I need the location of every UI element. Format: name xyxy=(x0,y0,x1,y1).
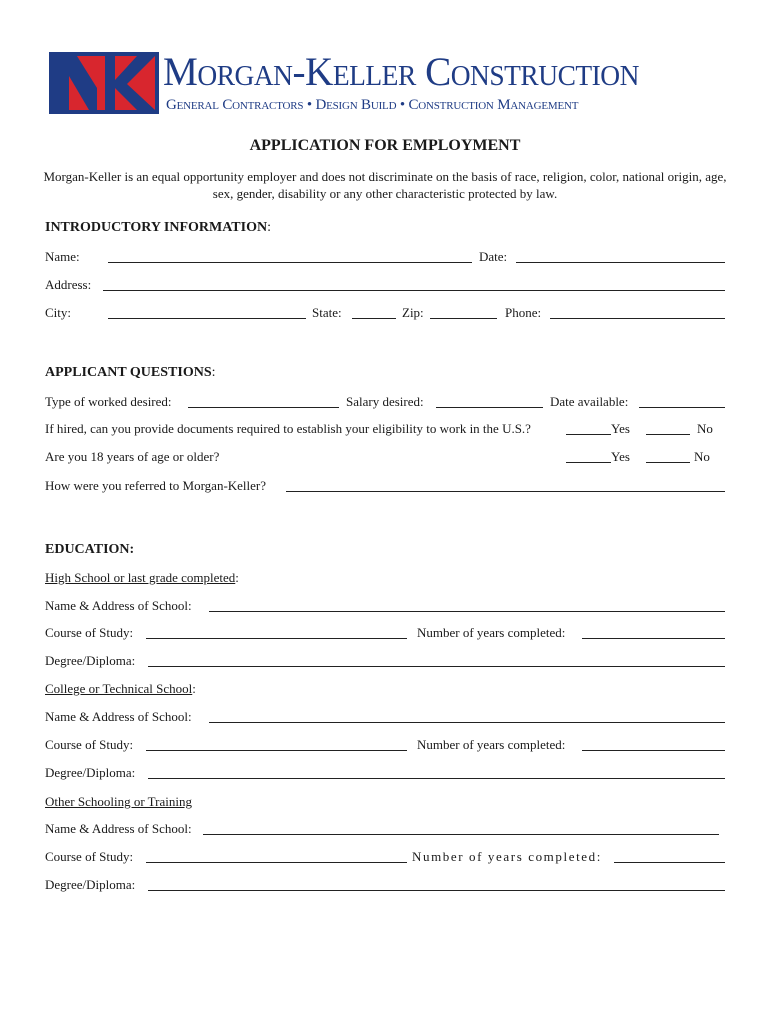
age-no-label: No xyxy=(694,449,710,464)
section-heading-education: EDUCATION: xyxy=(45,542,135,557)
eeo-statement: Morgan-Keller is an equal opportunity employer and does not discriminate on the basis of race, religion, color, national origin, age, sex, gender, disability or any other characteristic protected by law. xyxy=(43,169,727,201)
company-tagline: General Contractors • Design Build • Construction Management xyxy=(166,97,579,113)
college-course-field[interactable] xyxy=(146,750,407,751)
page-title: APPLICATION FOR EMPLOYMENT xyxy=(249,137,521,154)
high-school-heading: High School or last grade completed: xyxy=(45,570,239,585)
zip-field[interactable] xyxy=(430,318,497,319)
college-degree-field[interactable] xyxy=(148,778,725,779)
work-type-field[interactable] xyxy=(188,407,339,408)
name-label: Name: xyxy=(45,249,80,264)
referred-label: How were you referred to Morgan-Keller? xyxy=(45,478,267,493)
hs-course-field[interactable] xyxy=(146,638,407,639)
eligibility-no-label: No xyxy=(697,421,713,436)
company-logo-mark xyxy=(49,52,159,114)
college-degree-label: Degree/Diploma: xyxy=(45,765,136,780)
hs-years-label: Number of years completed: xyxy=(417,625,566,640)
city-label: City: xyxy=(45,305,72,320)
college-years-field[interactable] xyxy=(582,750,725,751)
age-no-field[interactable] xyxy=(646,462,690,463)
hs-degree-label: Degree/Diploma: xyxy=(45,653,136,668)
zip-label: Zip: xyxy=(402,305,424,320)
state-label: State: xyxy=(312,305,342,320)
date-available-field[interactable] xyxy=(639,407,725,408)
date-label: Date: xyxy=(479,249,508,264)
salary-field[interactable] xyxy=(436,407,543,408)
other-course-label: Course of Study: xyxy=(45,849,134,864)
hs-years-field[interactable] xyxy=(582,638,725,639)
salary-label: Salary desired: xyxy=(346,394,424,409)
college-school-field[interactable] xyxy=(209,722,725,723)
hs-school-label: Name & Address of School: xyxy=(45,598,192,613)
city-field[interactable] xyxy=(108,318,306,319)
college-years-label: Number of years completed: xyxy=(417,737,566,752)
other-degree-field[interactable] xyxy=(148,890,725,891)
date-field[interactable] xyxy=(516,262,725,263)
eligibility-no-field[interactable] xyxy=(646,434,690,435)
college-heading: College or Technical School: xyxy=(45,681,196,696)
work-type-label: Type of worked desired: xyxy=(45,394,172,409)
hs-degree-field[interactable] xyxy=(148,666,725,667)
hs-school-field[interactable] xyxy=(209,611,725,612)
other-course-field[interactable] xyxy=(146,862,407,863)
age-yes-label: Yes xyxy=(611,449,630,464)
company-name: Morgan-Keller Construction xyxy=(163,49,639,94)
college-school-label: Name & Address of School: xyxy=(45,709,192,724)
other-schooling-heading: Other Schooling or Training xyxy=(45,794,192,809)
age-yes-field[interactable] xyxy=(566,462,611,463)
eligibility-yes-field[interactable] xyxy=(566,434,611,435)
section-heading-intro: INTRODUCTORY INFORMATION: xyxy=(45,220,271,235)
eligibility-question: If hired, can you provide documents required to establish your eligibility to work in the U.S.? xyxy=(45,421,531,436)
other-school-label: Name & Address of School: xyxy=(45,821,192,836)
other-degree-label: Degree/Diploma: xyxy=(45,877,136,892)
phone-label: Phone: xyxy=(505,305,542,320)
phone-field[interactable] xyxy=(550,318,725,319)
referred-field[interactable] xyxy=(286,491,725,492)
college-course-label: Course of Study: xyxy=(45,737,134,752)
age-question: Are you 18 years of age or older? xyxy=(45,449,220,464)
state-field[interactable] xyxy=(352,318,396,319)
date-available-label: Date available: xyxy=(550,394,629,409)
other-school-field[interactable] xyxy=(203,834,719,835)
address-label: Address: xyxy=(45,277,92,292)
other-years-label: Number of years completed: xyxy=(412,849,602,864)
name-field[interactable] xyxy=(108,262,472,263)
address-field[interactable] xyxy=(103,290,725,291)
section-heading-questions: APPLICANT QUESTIONS: xyxy=(45,365,216,380)
other-years-field[interactable] xyxy=(614,862,725,863)
eligibility-yes-label: Yes xyxy=(611,421,630,436)
hs-course-label: Course of Study: xyxy=(45,625,134,640)
